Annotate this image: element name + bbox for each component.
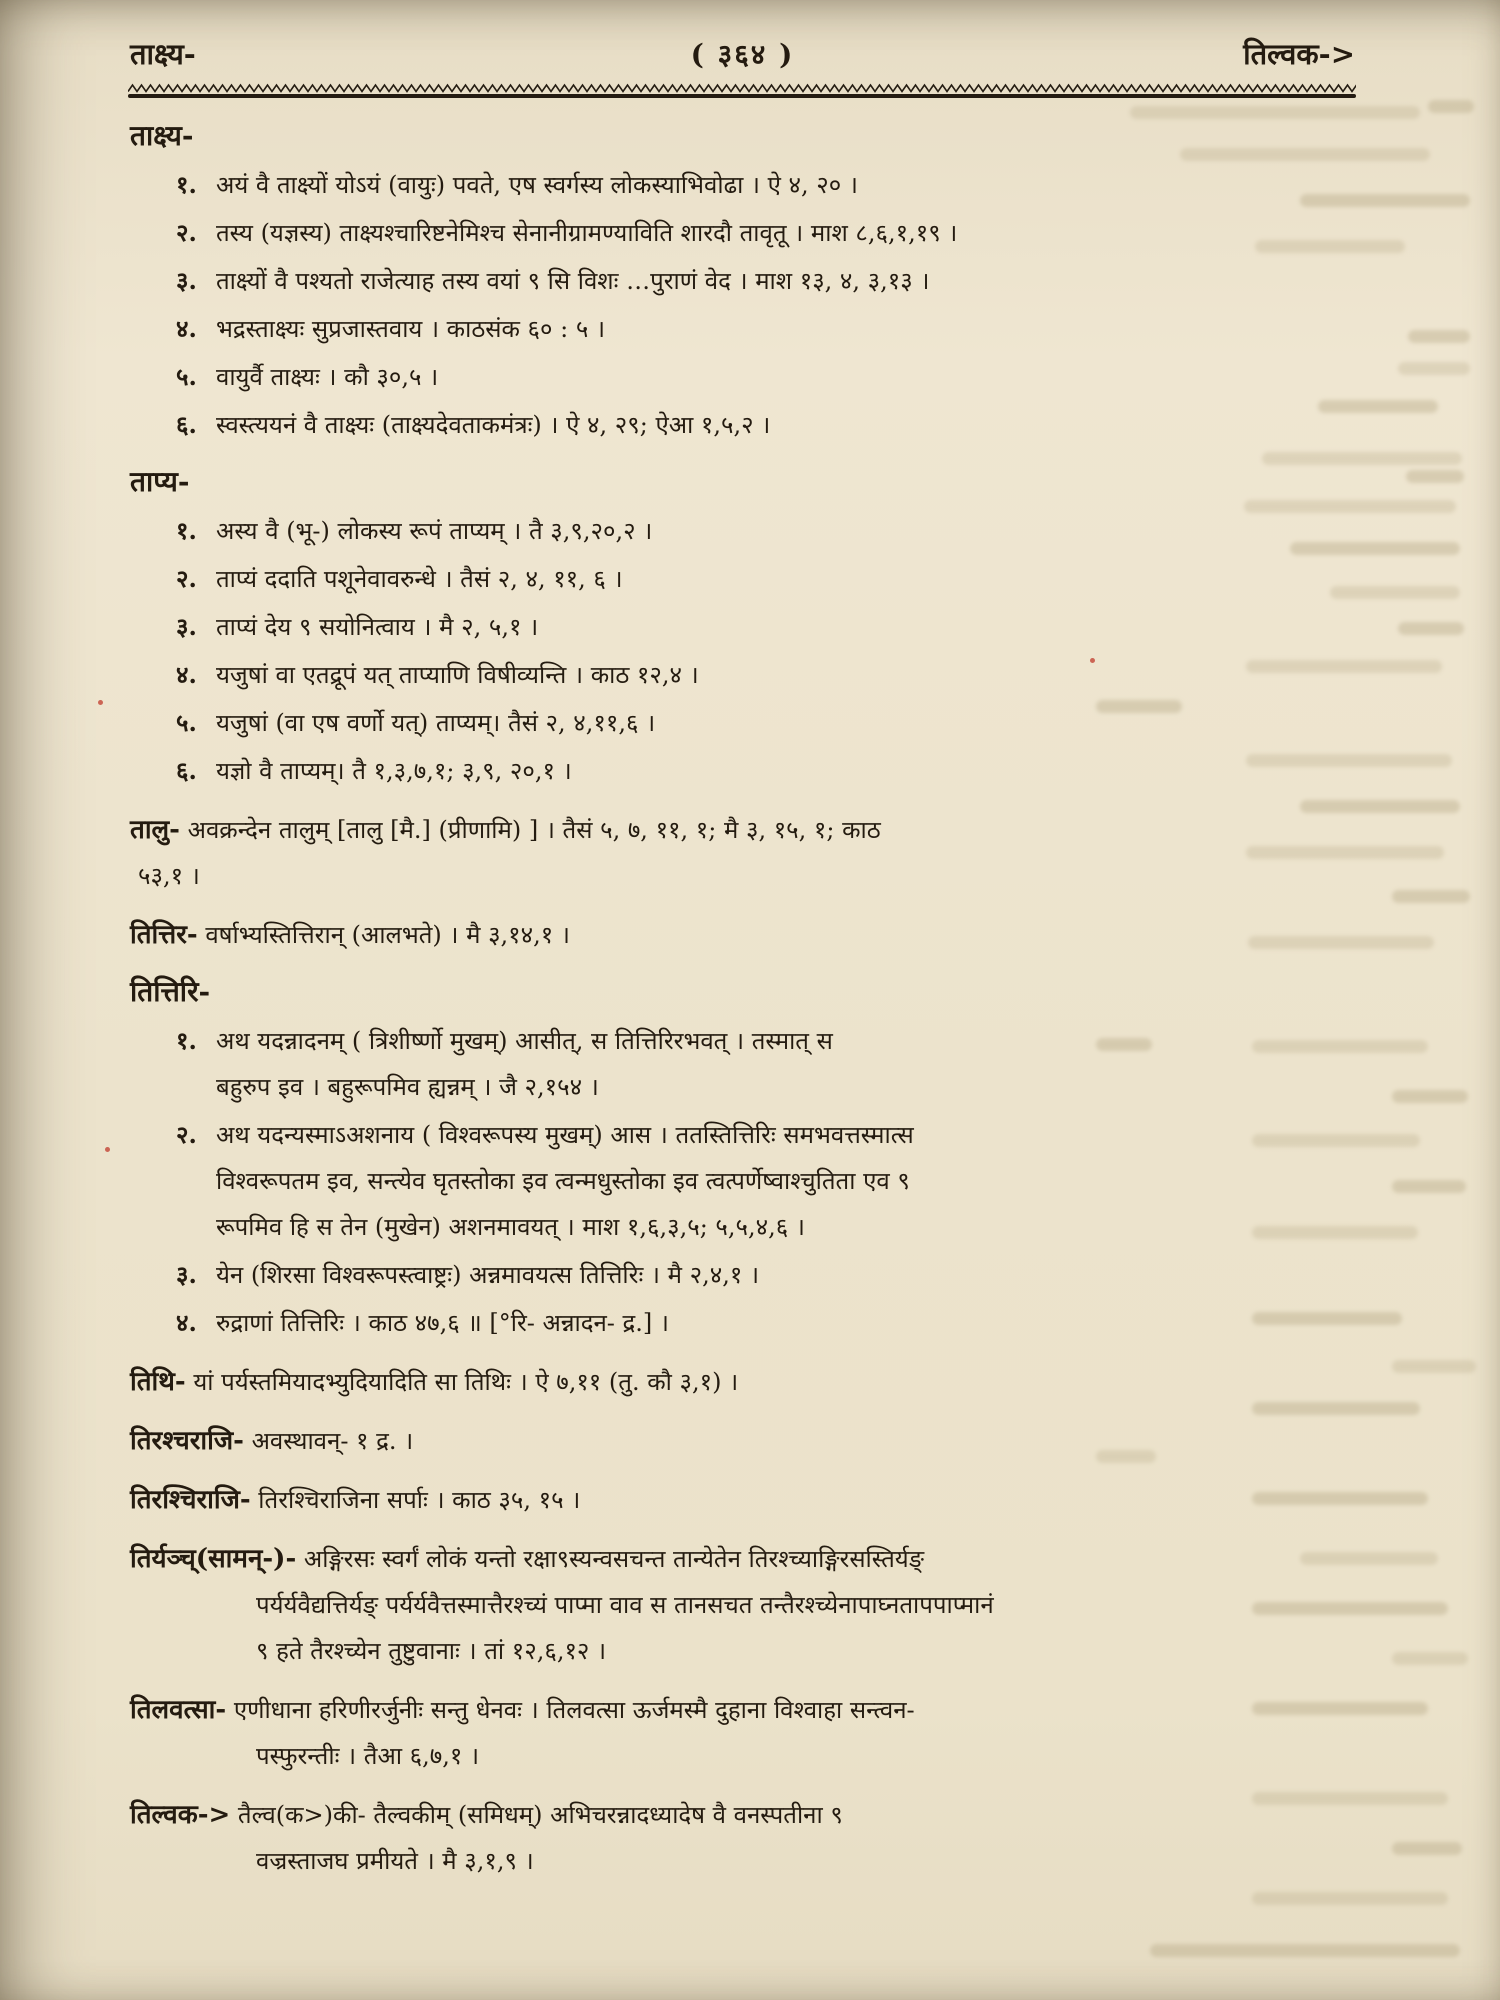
entry-item	[130, 1018, 1082, 1110]
bleed-through-mark	[1255, 240, 1405, 253]
text-line: ताप्यं देय ९ सयोनित्वाय । मै २, ५,१ ।	[216, 613, 539, 641]
bleed-through-mark	[1428, 100, 1474, 113]
entry-item	[130, 556, 1082, 602]
entry-item	[130, 354, 1082, 400]
bleed-through-mark	[1392, 1090, 1468, 1103]
bleed-through-mark	[1318, 400, 1438, 413]
item-text	[216, 748, 1082, 794]
item-number: ५.	[176, 362, 197, 391]
item-text	[216, 354, 1082, 400]
text-line: रुद्राणां तित्तिरिः । काठ ४७,६ ॥ [°रि- अन्नादन- द्र.] ।	[216, 1309, 669, 1337]
headword: तिल्वक->	[130, 1800, 231, 1830]
text-line: तिलवत्सा- एणीधाना हरिणीरर्जुनीः सन्तु धेनवः । तिलवत्सा ऊर्जमस्मै दुहाना विश्वाहा सन्त्वन-	[130, 1695, 915, 1725]
text-line: ५३,१ ।	[138, 862, 200, 890]
entry-item	[130, 508, 1082, 554]
header-page-number: ( ३६४ )	[690, 38, 795, 71]
item-number: २.	[176, 1120, 197, 1149]
item-text	[216, 402, 1082, 448]
item-text	[216, 508, 1082, 554]
bleed-through-mark	[1252, 1602, 1448, 1615]
entry-paragraph	[130, 1687, 1082, 1779]
bleed-through-mark	[1252, 1134, 1420, 1147]
text-line: ९ हते तैरश्च्येन तुष्टुवानाः । तां १२,६,१२ ।	[256, 1637, 607, 1665]
text-line: पस्फुरन्तीः । तैआ ६,७,१ ।	[256, 1742, 480, 1770]
item-text	[216, 700, 1082, 746]
bleed-through-mark	[1246, 754, 1452, 767]
item-number: ४.	[176, 1308, 197, 1337]
bleed-through-mark	[1096, 1450, 1156, 1463]
item-number: ५.	[176, 708, 197, 737]
decorative-zigzag-rule	[128, 83, 1356, 93]
item-number: ४.	[176, 314, 197, 343]
item-text	[216, 652, 1082, 698]
bleed-through-mark	[1252, 1040, 1428, 1053]
headword: तित्तिरि-	[130, 975, 211, 1008]
text-line: तिथि- यां पर्यस्तमियादभ्युदियादिति सा तिथिः । ऐ ७,११ (तु. कौ ३,१) ।	[130, 1367, 739, 1397]
item-text	[216, 1252, 1082, 1298]
item-text	[216, 556, 1082, 602]
text-line: ताप्यं ददाति पशूनेवावरुन्धे । तैसं २, ४, ११, ६ ।	[216, 565, 623, 593]
bleed-through-mark	[1252, 1892, 1448, 1905]
entry-item	[130, 258, 1082, 304]
entry-item	[130, 748, 1082, 794]
item-number: ६.	[176, 410, 197, 439]
bleed-through-mark	[1252, 1226, 1418, 1239]
headword: तिथि-	[130, 1367, 186, 1397]
text-line: तित्तिर- वर्षाभ्यस्तित्तिरान् (आलभते) । मै ३,१४,१ ।	[130, 920, 570, 950]
headword: तित्तिर-	[130, 920, 198, 950]
entry-item	[130, 402, 1082, 448]
entry-item	[130, 604, 1082, 650]
item-number: ३.	[176, 266, 197, 295]
text-line: येन (शिरसा विश्वरूपस्त्वाष्ट्रः) अन्नमावयत्स तित्तिरिः । मै २,४,१ ।	[216, 1261, 760, 1289]
headword: तिर्यञ्च्(सामन्-)-	[130, 1544, 297, 1574]
entry-list	[130, 112, 1082, 1884]
entry-paragraph	[130, 807, 1082, 899]
header-right-guideword: तिल्वक->	[1243, 37, 1355, 71]
bleed-through-mark	[1300, 194, 1470, 207]
text-line: पर्यर्यवैद्यत्तिर्यङ् पर्यर्यवैत्तस्मात्तैरश्च्यं पाप्मा वाव स तानसचत तन्तैरश्च्येनापाघ्नतापपाप्मानं	[256, 1591, 994, 1619]
item-number: १.	[176, 170, 197, 199]
bleed-through-mark	[1130, 106, 1420, 119]
item-text	[216, 210, 1082, 256]
bleed-through-mark	[1330, 586, 1460, 599]
entry-heading	[130, 968, 1082, 1016]
bleed-through-mark	[1392, 1842, 1462, 1855]
item-number: ३.	[176, 612, 197, 641]
text-line: तस्य (यज्ञस्य) ताक्ष्यश्चारिष्टनेमिश्च सेनानीग्रामण्याविति शारदौ तावृतू । माश ८,६,१,१९ ।	[216, 219, 958, 247]
bleed-through-mark	[1180, 148, 1430, 161]
bleed-through-mark	[1300, 800, 1460, 813]
bleed-through-mark	[1392, 890, 1470, 903]
headword: तिलवत्सा-	[130, 1695, 227, 1725]
page-header	[130, 34, 1355, 73]
text-line: भद्रस्ताक्ष्यः सुप्रजास्तवाय । काठसंक ६० : ५ ।	[216, 315, 606, 343]
entry-paragraph	[130, 1536, 1082, 1674]
item-text	[216, 604, 1082, 650]
entry-paragraph	[130, 1359, 1082, 1405]
headword: तिरश्चराजि-	[130, 1426, 244, 1456]
text-line: ताक्ष्यों वै पश्यतो राजेत्याह तस्य वयां ९ सि विशः …पुराणं वेद । माश १३, ४, ३,१३ ।	[216, 267, 930, 295]
text-line: तालु- अवक्रन्देन तालुम् [तालु [मै.] (प्रीणामि) ] । तैसं ५, ७, ११, १; मै ३, १५, १; काठ	[130, 815, 881, 845]
item-text	[216, 1018, 1082, 1110]
entry-item	[130, 700, 1082, 746]
ink-speck	[98, 700, 103, 705]
entry-item	[130, 1252, 1082, 1298]
ink-speck	[1090, 658, 1095, 663]
headword: तालु-	[130, 815, 180, 845]
entry-heading	[130, 112, 1082, 160]
bleed-through-mark	[1398, 362, 1470, 375]
entry-item	[130, 1300, 1082, 1346]
item-text	[216, 1112, 1082, 1250]
bleed-through-mark	[1252, 1792, 1448, 1805]
bleed-through-mark	[1246, 660, 1442, 673]
bleed-through-mark	[1406, 470, 1464, 483]
text-line: अथ यदन्यस्माऽअशनाय ( विश्वरूपस्य मुखम्) आस । ततस्तित्तिरिः समभवत्तस्मात्स	[216, 1121, 914, 1149]
bleed-through-mark	[1252, 1492, 1428, 1505]
text-line: रूपमिव हि स तेन (मुखेन) अशनमावयत् । माश १,६,३,५; ५,५,४,६ ।	[216, 1213, 805, 1241]
bleed-through-mark	[1246, 846, 1444, 859]
bleed-through-mark	[1408, 330, 1470, 343]
bleed-through-mark	[1244, 500, 1456, 513]
text-line: अथ यदन्नादनम् ( त्रिशीर्ष्णो मुखम्) आसीत्, स तित्तिरिरभवत् । तस्मात् स	[216, 1027, 833, 1055]
bleed-through-mark	[1290, 542, 1460, 555]
header-rule	[128, 94, 1356, 98]
item-number: ३.	[176, 1260, 197, 1289]
bleed-through-mark	[1262, 452, 1462, 465]
entry-paragraph	[130, 1418, 1082, 1464]
entry-item	[130, 1112, 1082, 1250]
headword: ताप्य-	[130, 465, 190, 498]
entry-item	[130, 162, 1082, 208]
text-line: वायुर्वै ताक्ष्यः । कौ ३०,५ ।	[216, 363, 439, 391]
headword: ताक्ष्य-	[130, 119, 194, 152]
text-line: बहुरुप इव । बहुरूपमिव ह्यन्नम् । जै २,१५४ ।	[216, 1073, 599, 1101]
bleed-through-mark	[1392, 1360, 1476, 1373]
item-number: १.	[176, 516, 197, 545]
entry-heading	[130, 458, 1082, 506]
item-number: ६.	[176, 756, 197, 785]
entry-paragraph	[130, 1792, 1082, 1884]
header-left-guideword: ताक्ष्य-	[130, 37, 196, 71]
bleed-through-mark	[1392, 1652, 1468, 1665]
text-line: तिल्वक-> तैल्व(क>)की- तैल्वकीम् (समिधम्) अभिचरन्नादध्यादेष वै वनस्पतीना ९	[130, 1800, 843, 1830]
text-line: वज्रस्ताजघ प्रमीयते । मै ३,१,९ ।	[256, 1847, 534, 1875]
bleed-through-mark	[1150, 1944, 1460, 1957]
item-text	[216, 1300, 1082, 1346]
item-number: १.	[176, 1026, 197, 1055]
text-line: स्वस्त्ययनं वै ताक्ष्यः (ताक्ष्यदेवताकमंत्रः) । ऐ ४, २९; ऐआ १,५,२ ।	[216, 411, 771, 439]
entry-paragraph	[130, 1477, 1082, 1523]
item-text	[216, 258, 1082, 304]
text-line: यजुषां वा एतद्रूपं यत् ताप्याणि विषीव्यन्ति । काठ १२,४ ।	[216, 661, 699, 689]
bleed-through-mark	[1392, 1180, 1466, 1193]
text-line: तिर्यञ्च्(सामन्-)- अङ्गिरसः स्वर्गं लोकं यन्तो रक्षा९स्यन्वसचन्त तान्येतेन तिरश्च्याङ्गिरसस्तिर्यङ्	[130, 1544, 925, 1574]
entry-paragraph	[130, 912, 1082, 958]
text-line: यज्ञो वै ताप्यम्। तै १,३,७,१; ३,९, २०,१ ।	[216, 757, 572, 785]
entry-item	[130, 210, 1082, 256]
text-line: विश्वरूपतम इव, सन्त्येव घृतस्तोका इव त्वन्मधुस्तोका इव त्वत्पर्णेष्वाश्चुतिता एव ९	[216, 1167, 910, 1195]
bleed-through-mark	[1096, 1038, 1152, 1051]
bleed-through-mark	[1096, 700, 1182, 713]
bleed-through-mark	[1398, 622, 1464, 635]
text-line: यजुषां (वा एष वर्णो यत्) ताप्यम्। तैसं २, ४,११,६ ।	[216, 709, 656, 737]
item-text	[216, 306, 1082, 352]
item-number: ४.	[176, 660, 197, 689]
ink-speck	[105, 1147, 110, 1152]
bleed-through-mark	[1252, 1402, 1420, 1415]
bleed-through-mark	[1248, 936, 1434, 949]
item-text	[216, 162, 1082, 208]
text-line: अस्य वै (भू-) लोकस्य रूपं ताप्यम् । तै ३,९,२०,२ ।	[216, 517, 653, 545]
entry-item	[130, 306, 1082, 352]
headword: तिरश्चिराजि-	[130, 1485, 251, 1515]
text-line: अयं वै ताक्ष्यों योऽयं (वायुः) पवते, एष स्वर्गस्य लोकस्याभिवोढा । ऐ ४, २० ।	[216, 171, 858, 199]
bleed-through-mark	[1252, 1312, 1402, 1325]
entry-item	[130, 652, 1082, 698]
text-line: तिरश्चिराजि- तिरश्चिराजिना सर्पाः । काठ ३५, १५ ।	[130, 1485, 581, 1515]
bleed-through-mark	[1252, 1702, 1428, 1715]
text-line: तिरश्चराजि- अवस्थावन्- १ द्र. ।	[130, 1426, 414, 1456]
item-number: २.	[176, 564, 197, 593]
bleed-through-mark	[1300, 1552, 1438, 1565]
item-number: २.	[176, 218, 197, 247]
